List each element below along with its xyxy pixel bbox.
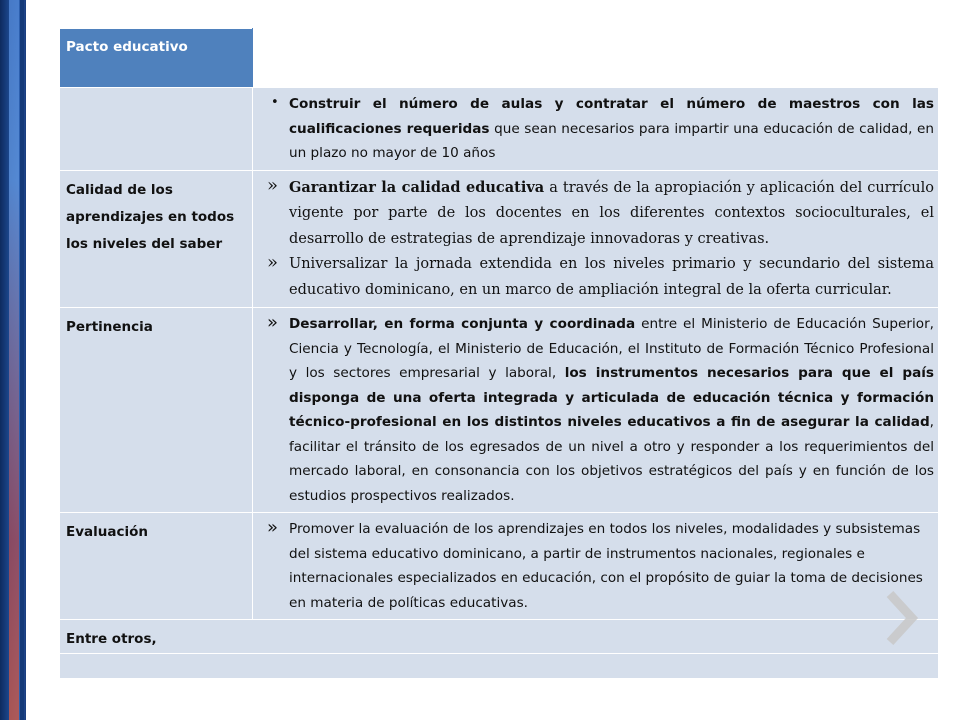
list-item xyxy=(253,517,934,615)
row-content xyxy=(253,170,939,308)
item-text xyxy=(289,175,934,253)
table-row xyxy=(60,170,939,308)
row-content xyxy=(253,513,939,620)
item-text: Promover la evaluación de los aprendizajes en todos los niveles, modalidades y subsistemas del sistema educativo dominicano, a partir de instrumentos nacionales, regionales e internacionales especializados en educación, con el propósito de guiar la toma de decisiones en materia de políticas educativas. xyxy=(289,521,923,611)
side-bar-stripe xyxy=(9,0,19,720)
item-text-bold: los instrumentos necesarios para que el país disponga de una oferta integrada y articulada de educación técnica y formación técnico-profesional en los distintos niveles educativos a fin de asegurar la calidad xyxy=(289,365,934,430)
row-label: Pertinencia xyxy=(60,308,253,513)
footer-label: Entre otros, xyxy=(60,620,939,654)
bullet-icon: » xyxy=(267,312,279,333)
item-text-regular: entre el Ministerio de Educación Superior, Ciencia y Tecnología, el Ministerio de Educación, el Instituto de Formación Técnico Profesional y los sectores empresarial y laboral, xyxy=(289,316,934,381)
row-content xyxy=(253,308,939,513)
item-text xyxy=(289,92,934,166)
chevron-right-icon[interactable] xyxy=(880,588,924,648)
empty-cell xyxy=(60,654,939,679)
item-text: Universalizar la jornada extendida en los niveles primario y secundario del sistema educativo dominicano, en un marco de ampliación integral de la oferta curricular. xyxy=(289,256,934,298)
pacto-table xyxy=(59,28,939,679)
table-row xyxy=(60,654,939,679)
row-label: Calidad de los aprendizajes en todos los niveles del saber xyxy=(60,170,253,308)
list-item xyxy=(253,92,934,166)
item-text-regular: , facilitar el tránsito de los egresados de un nivel a otro y responder a los requerimientos del mercado laboral, en consonancia con los objetivos estratégicos del país y en función de los estudios prospectivos realizados. xyxy=(289,414,934,504)
item-text-regular: que sean necesarios para impartir una educación de calidad, en un plazo no mayor de 10 años xyxy=(289,120,934,161)
bullet-icon: • xyxy=(271,95,279,110)
list-item xyxy=(253,312,934,508)
bullet-icon: » xyxy=(267,174,279,196)
list-item xyxy=(253,252,934,303)
item-text-bold: Construir el número de aulas y contratar el número de maestros con las cualificaciones requeridas xyxy=(289,96,934,137)
table-row xyxy=(60,88,939,171)
bullet-icon: » xyxy=(267,517,279,538)
item-text-bold: Desarrollar, en forma conjunta y coordinada xyxy=(289,316,636,332)
list-item xyxy=(253,175,934,253)
bullet-icon: » xyxy=(267,252,279,273)
row-label xyxy=(60,88,253,171)
table-row xyxy=(60,513,939,620)
side-bar-stripe-dark xyxy=(20,0,24,720)
row-content xyxy=(253,88,939,171)
item-text xyxy=(289,312,934,508)
decorative-side-bar xyxy=(0,0,26,720)
table-row xyxy=(60,308,939,513)
table-row xyxy=(60,620,939,654)
item-text-bold: Garantizar la calidad educativa xyxy=(289,178,545,196)
row-label: Evaluación xyxy=(60,513,253,620)
header-cell: Pacto educativo xyxy=(60,29,253,88)
item-text-regular: a través de la apropiación y aplicación del currículo vigente por parte de los docentes en los diferentes contextos socioculturales, el desarrollo de estrategias de aprendizaje innovadoras y creativas. xyxy=(289,179,935,247)
header-blank-cell xyxy=(253,29,939,88)
header-row xyxy=(60,29,939,88)
